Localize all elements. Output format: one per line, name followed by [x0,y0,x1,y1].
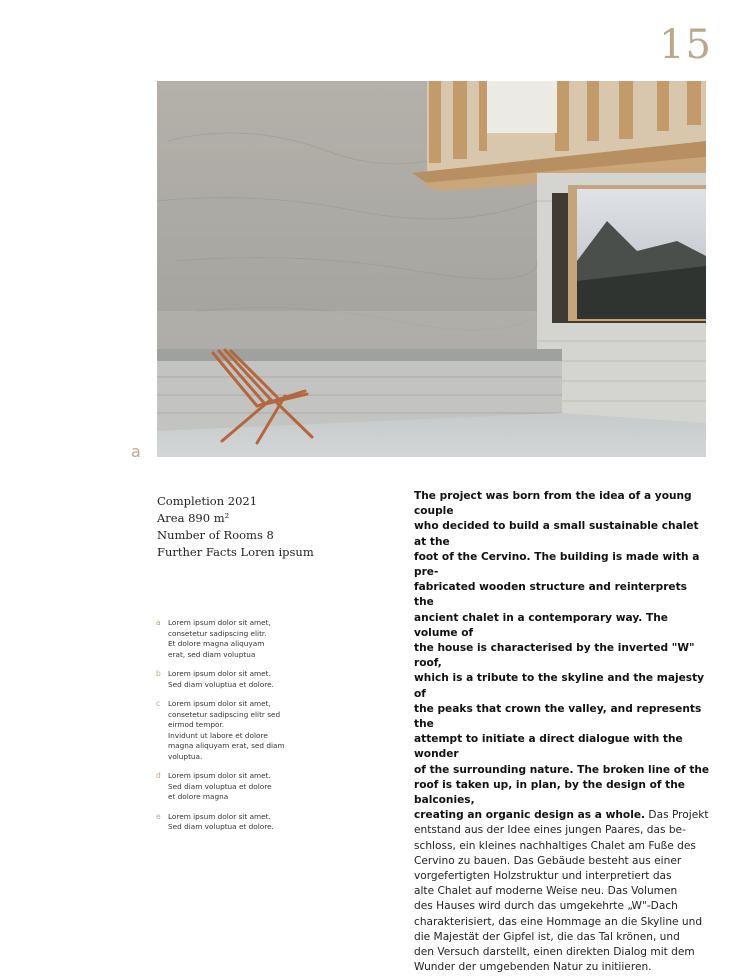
note-text: Lorem ipsum dolor sit amet. Sed diam voluptua et dolore. [168,669,274,689]
note-item [156,771,306,803]
note-text: Lorem ipsum dolor sit amet. Sed diam voluptua et dolore et dolore magna [168,771,272,801]
note-item [156,669,306,690]
note-marker: d [156,771,161,780]
note-item [156,618,306,660]
chalet-terrace-illustration [157,81,706,457]
note-item [156,812,306,833]
body-german: Das Projekt entstand aus der Idee eines jungen Paares, das be- schloss, ein kleines nachhaltiges Chalet am Fuße des Cervino zu bauen. Das Gebäude besteht aus einer vorgefertigten Holzstruktur und interpretiert das alte Chalet auf moderne Weise neu. Das Volumen des Hauses wird durch das umgekehrte „W"-Dach charakterisiert, das eine Hommage an die Skyline und die Majestät der Gipfel ist, die das Tal krönen, und den Versuch darstellt, einen direkten Dialog mit dem Wunder der umgebenden Natur zu initiieren. [414,809,709,974]
note-text: Lorem ipsum dolor sit amet. Sed diam voluptua et dolore. [168,811,274,831]
body-english: The project was born from the idea of a young couple who decided to build a small sustainable chalet at the foot of the Cervino. The building is made with a pre- fabricated wooden structure and reinterprets the ancient chalet in a contemporary way. The volume of the house is characterised by the inverted "W" roof, which is a tribute to the skyline and the majesty of the peaks that crown the valley, and represents the attempt to initiate a direct dialogue with the wonder of the surrounding nature. The broken line of the roof is taken up, in plan, by the design of the balconies, creating an organic design as a whole. [414,490,710,822]
note-item [156,699,306,762]
notes-list [156,618,306,842]
note-text: Lorem ipsum dolor sit amet, consetetur sadipscing elitr sed eirmod tempor. Invidunt ut labore et dolore magna aliquyam erat, sed diam voluptua. [168,699,285,761]
project-facts [157,493,314,561]
note-marker: e [156,811,161,821]
architecture-photo [157,81,706,457]
note-marker: c [156,699,161,708]
fact-rooms: Number of Rooms 8 [157,528,274,542]
fact-further: Further Facts Loren ipsum [157,545,314,559]
note-marker: a [156,618,161,627]
note-marker: b [156,669,161,678]
note-text: Lorem ipsum dolor sit amet, consetetur sadipscing elitr. Et dolore magna aliquyam erat, sed diam voluptua [168,618,271,659]
figure-marker: a [131,442,141,461]
fact-completion: Completion 2021 [157,494,258,508]
fact-area: Area 890 m² [157,511,230,525]
page-number: 15 [659,22,712,68]
body-text [414,489,710,976]
